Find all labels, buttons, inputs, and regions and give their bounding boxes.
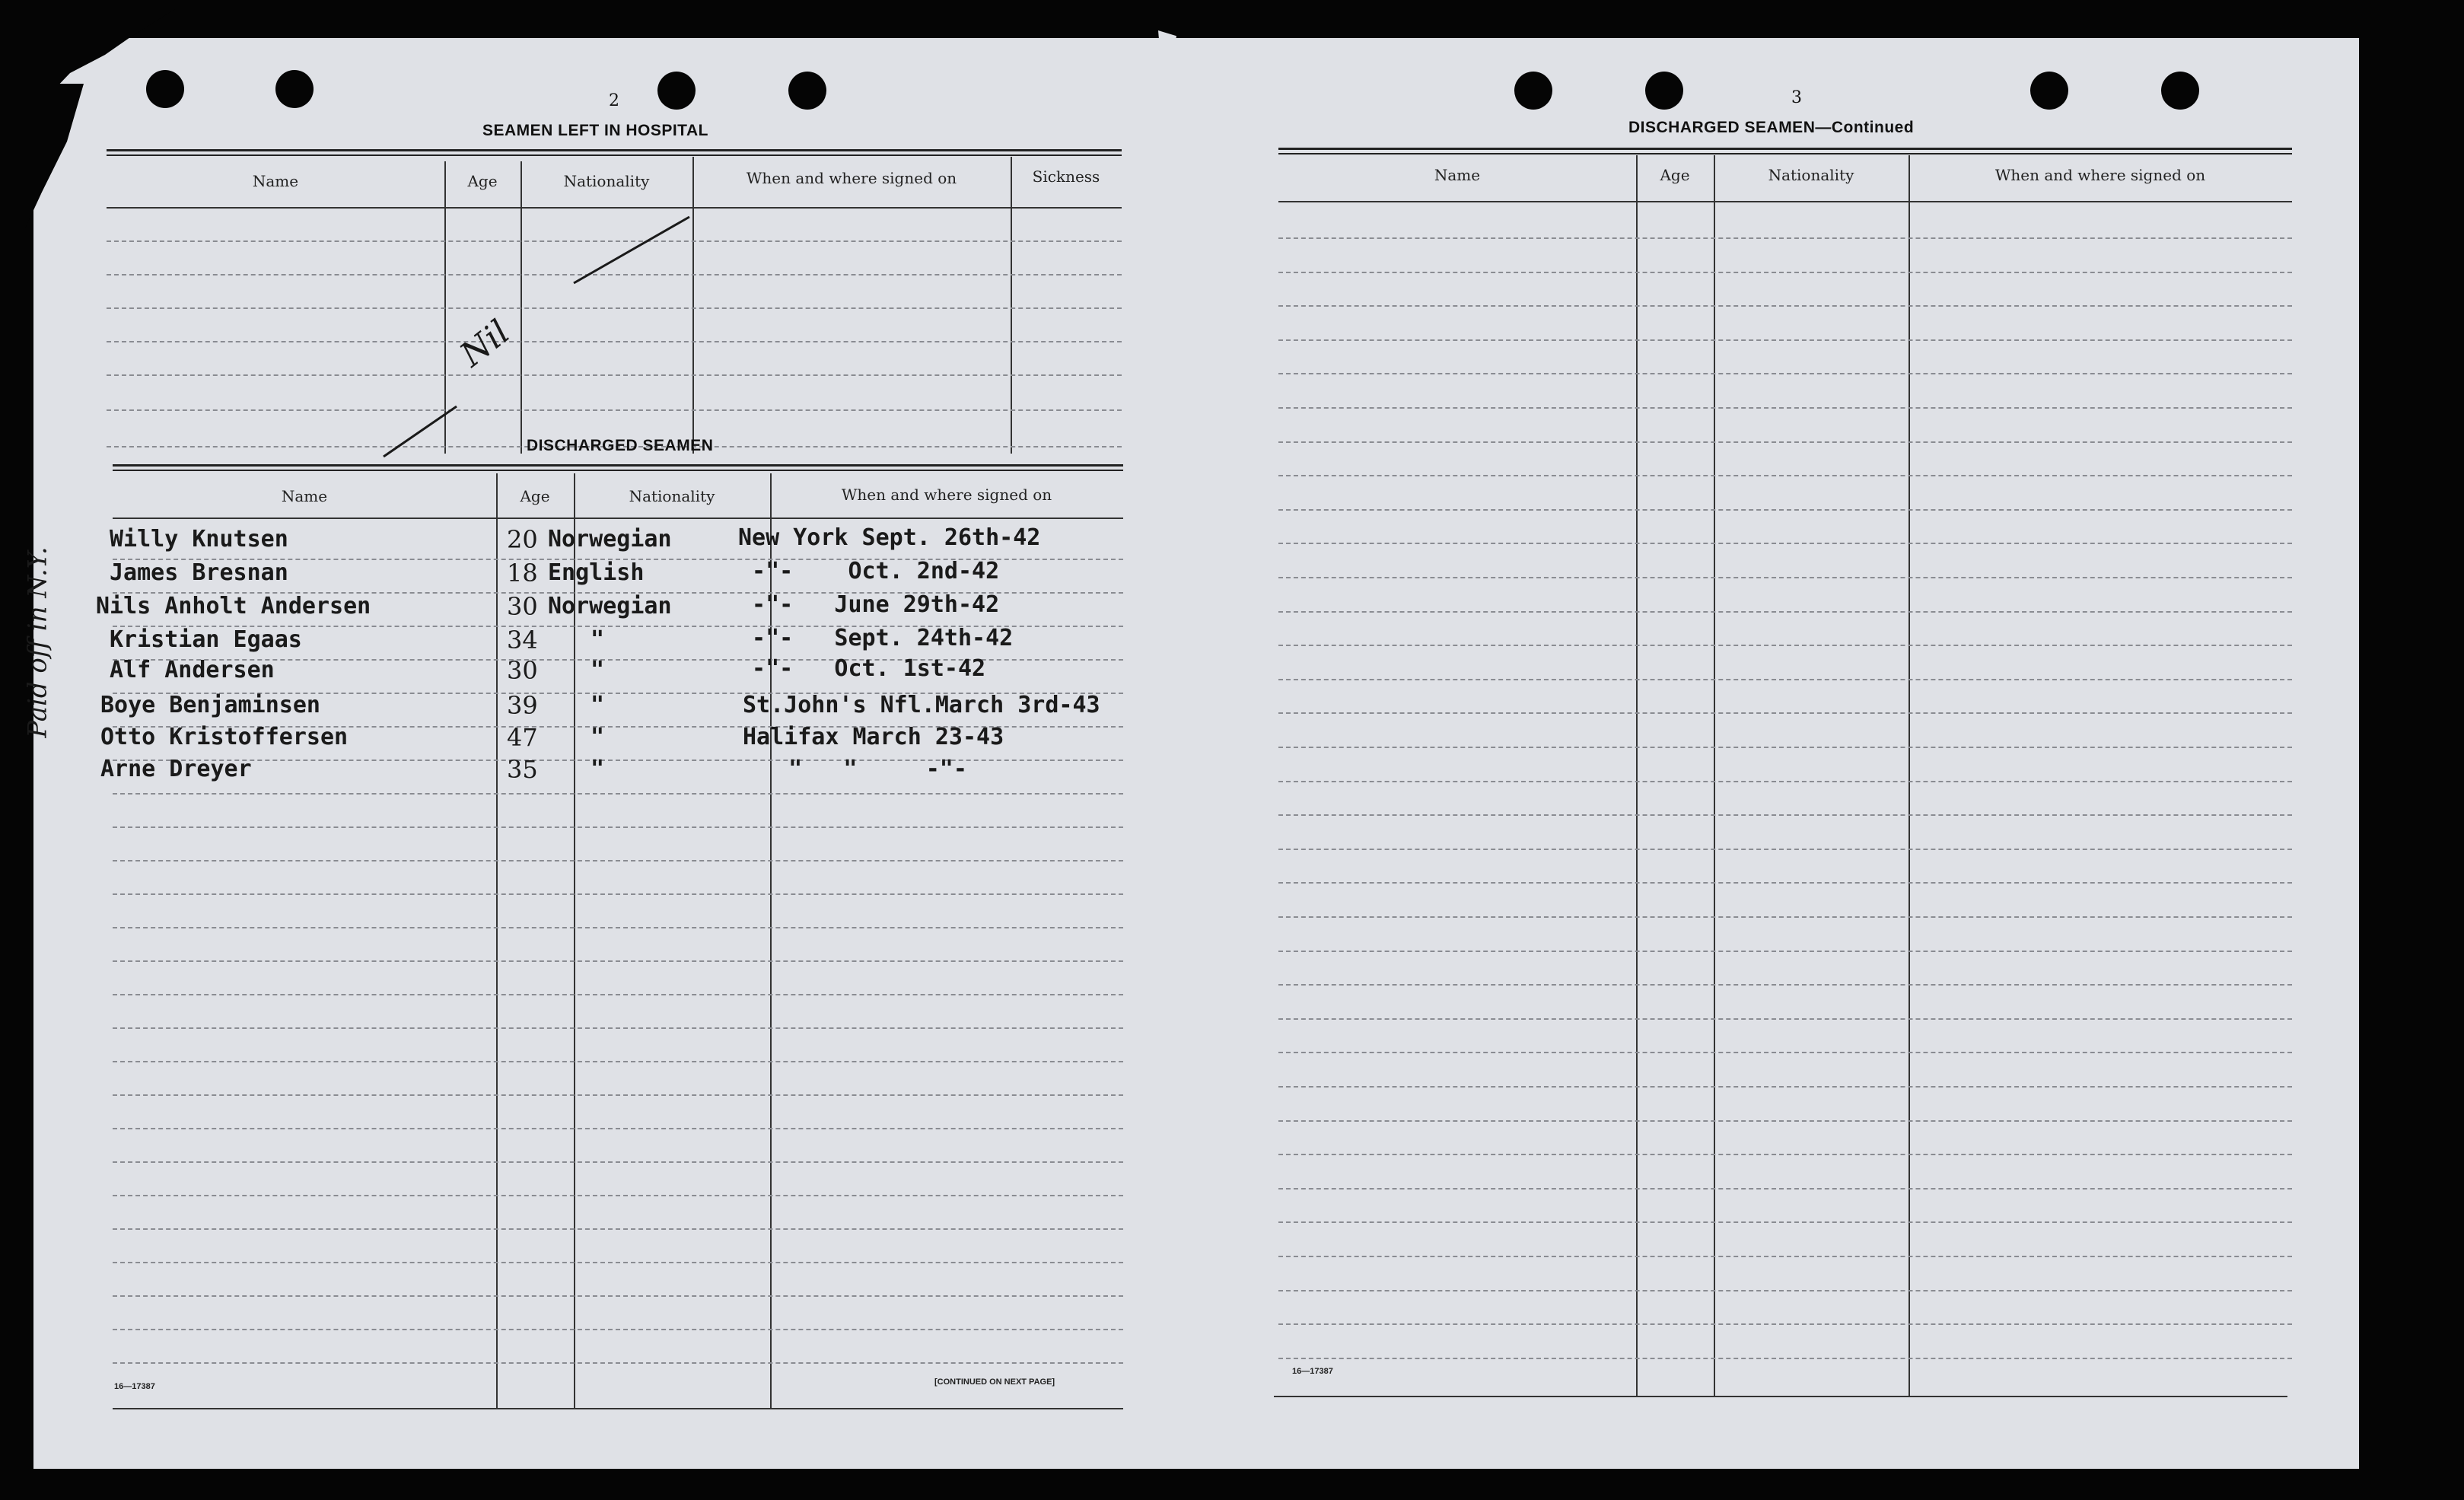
seaman-signed-on: New York Sept. 26th-42 [738, 524, 1041, 551]
row-rule [113, 760, 1123, 761]
right-col-nationality: Nationality [1768, 166, 1854, 184]
right-bottom-rule [1274, 1396, 2287, 1397]
right-col-signed-on: When and where signed on [1994, 166, 2206, 184]
row-rule [113, 793, 1123, 795]
row-rule [1278, 543, 2292, 544]
seaman-signed-on: Halifax March 23-43 [743, 724, 1004, 750]
seaman-signed-on: -"- Oct. 1st-42 [738, 655, 986, 682]
row-rule [1278, 373, 2292, 374]
row-rule [113, 927, 1123, 928]
binder-hole [275, 70, 314, 108]
seaman-age: 30 [507, 656, 538, 685]
binder-hole [146, 70, 184, 108]
hospital-col-nationality: Nationality [563, 172, 650, 190]
seaman-age: 34 [507, 626, 538, 654]
hospital-col-name: Name [252, 172, 299, 190]
discharged-header-rule [113, 518, 1123, 519]
seaman-nationality: English [548, 559, 645, 586]
row-rule [1278, 475, 2292, 476]
continued-note: [CONTINUED ON NEXT PAGE] [934, 1377, 1055, 1387]
hospital-col-signed-on: When and where signed on [746, 169, 957, 187]
row-rule [1278, 577, 2292, 578]
row-rule [113, 1161, 1123, 1163]
discharged-bottom-rule [113, 1408, 1123, 1409]
binder-hole [2030, 72, 2068, 110]
row-rule [113, 1362, 1123, 1364]
discharged-col-signed-on: When and where signed on [841, 486, 1052, 504]
seaman-name: Otto Kristoffersen [100, 724, 349, 750]
seaman-name: James Bresnan [110, 559, 288, 586]
seaman-signed-on: -"- Oct. 2nd-42 [738, 558, 1000, 584]
row-rule [113, 1027, 1123, 1029]
row-rule [1278, 339, 2292, 341]
right-col-age: Age [1660, 166, 1690, 184]
hospital-top-rule [107, 149, 1122, 156]
row-rule [1278, 951, 2292, 952]
seaman-nationality: " [591, 692, 605, 718]
seaman-signed-on: St.John's Nfl.March 3rd-43 [743, 692, 1100, 718]
row-rule [113, 994, 1123, 995]
discharged-col-nationality: Nationality [629, 487, 715, 505]
seaman-name: Nils Anholt Andersen [96, 593, 371, 619]
seaman-nationality: Norwegian [548, 593, 672, 619]
seaman-nationality: " [591, 756, 605, 782]
row-rule [1278, 1018, 2292, 1020]
row-rule [1278, 1323, 2292, 1325]
binder-hole [657, 72, 696, 110]
discharged-top-rule [113, 464, 1123, 471]
form-number: 16—17387 [114, 1382, 155, 1391]
row-rule [1278, 1086, 2292, 1088]
right-top-rule [1278, 148, 2292, 154]
row-rule [1278, 984, 2292, 986]
seaman-nationality: " [591, 657, 605, 683]
seaman-signed-on: -"- Sept. 24th-42 [738, 625, 1014, 651]
page-number: 2 [609, 91, 619, 110]
row-rule [113, 1061, 1123, 1062]
row-rule [113, 860, 1123, 861]
seaman-name: Alf Andersen [110, 657, 275, 683]
row-rule [113, 1295, 1123, 1297]
seaman-name: Boye Benjaminsen [100, 692, 320, 718]
left-page [22, 38, 1175, 1469]
form-number: 16—17387 [1292, 1367, 1333, 1376]
hospital-col-sickness: Sickness [1032, 167, 1100, 186]
seaman-name: Kristian Egaas [110, 626, 302, 653]
row-rule [113, 893, 1123, 895]
binder-hole [2161, 72, 2199, 110]
row-rule [1278, 1256, 2292, 1257]
seaman-name: Willy Knutsen [110, 526, 288, 553]
right-col-divider [1908, 155, 1910, 1396]
margin-note: Paid off in N.Y. [22, 546, 53, 738]
seaman-age: 18 [507, 559, 538, 588]
row-rule [1278, 645, 2292, 646]
row-rule [1278, 441, 2292, 443]
row-rule [1278, 814, 2292, 816]
right-col-divider [1714, 155, 1715, 1396]
row-rule [113, 1128, 1123, 1129]
row-rule [1278, 509, 2292, 511]
seaman-age: 39 [507, 691, 538, 720]
row-rule [113, 960, 1123, 962]
row-rule [1278, 882, 2292, 884]
row-rule [1278, 1188, 2292, 1189]
discharged-col-name: Name [281, 487, 328, 505]
row-rule [113, 1262, 1123, 1263]
continued-section-title: DISCHARGED SEAMEN—Continued [1628, 119, 1915, 136]
row-rule [1278, 1290, 2292, 1291]
page-number: 3 [1791, 88, 1802, 107]
hospital-header-rule [107, 207, 1122, 209]
row-rule [1278, 916, 2292, 918]
seaman-name: Arne Dreyer [100, 756, 252, 782]
seaman-nationality: " [591, 724, 605, 750]
row-rule [113, 1195, 1123, 1196]
discharged-col-age: Age [520, 487, 550, 505]
binder-hole [788, 72, 826, 110]
row-rule [1278, 272, 2292, 273]
seaman-signed-on: -"- June 29th-42 [738, 591, 1000, 618]
right-col-name: Name [1434, 166, 1481, 184]
seaman-age: 47 [507, 723, 538, 752]
seaman-age: 30 [507, 592, 538, 621]
row-rule [1278, 1358, 2292, 1359]
discharged-section-title: DISCHARGED SEAMEN [527, 437, 714, 454]
seaman-signed-on: " " -"- [761, 756, 967, 782]
row-rule [1278, 1154, 2292, 1155]
row-rule [1278, 747, 2292, 748]
right-header-rule [1278, 201, 2292, 202]
row-rule [1278, 679, 2292, 680]
nil-strike-line [345, 213, 696, 464]
row-rule [113, 826, 1123, 828]
row-rule [1278, 611, 2292, 613]
row-rule [1278, 712, 2292, 714]
handwritten-nil: Nil [453, 312, 517, 375]
hospital-section-title: SEAMEN LEFT IN HOSPITAL [482, 122, 708, 139]
row-rule [1278, 781, 2292, 782]
row-rule [1278, 1221, 2292, 1223]
right-page [1175, 38, 2359, 1469]
right-col-divider [1636, 155, 1638, 1396]
binder-hole [1514, 72, 1552, 110]
row-rule [1278, 1052, 2292, 1053]
row-rule [1278, 237, 2292, 239]
row-rule [113, 1094, 1123, 1096]
row-rule [113, 1329, 1123, 1330]
seaman-nationality: " [591, 626, 605, 653]
hospital-col-age: Age [467, 172, 498, 190]
row-rule [1278, 849, 2292, 850]
row-rule [1278, 407, 2292, 409]
seaman-age: 20 [507, 525, 538, 554]
row-rule [113, 1228, 1123, 1230]
torn-edge [0, 84, 84, 228]
row-rule [1278, 1120, 2292, 1122]
seaman-age: 35 [507, 755, 538, 784]
seaman-nationality: Norwegian [548, 526, 672, 553]
binder-hole [1645, 72, 1683, 110]
row-rule [1278, 305, 2292, 307]
discharged-col-divider [496, 473, 498, 1408]
